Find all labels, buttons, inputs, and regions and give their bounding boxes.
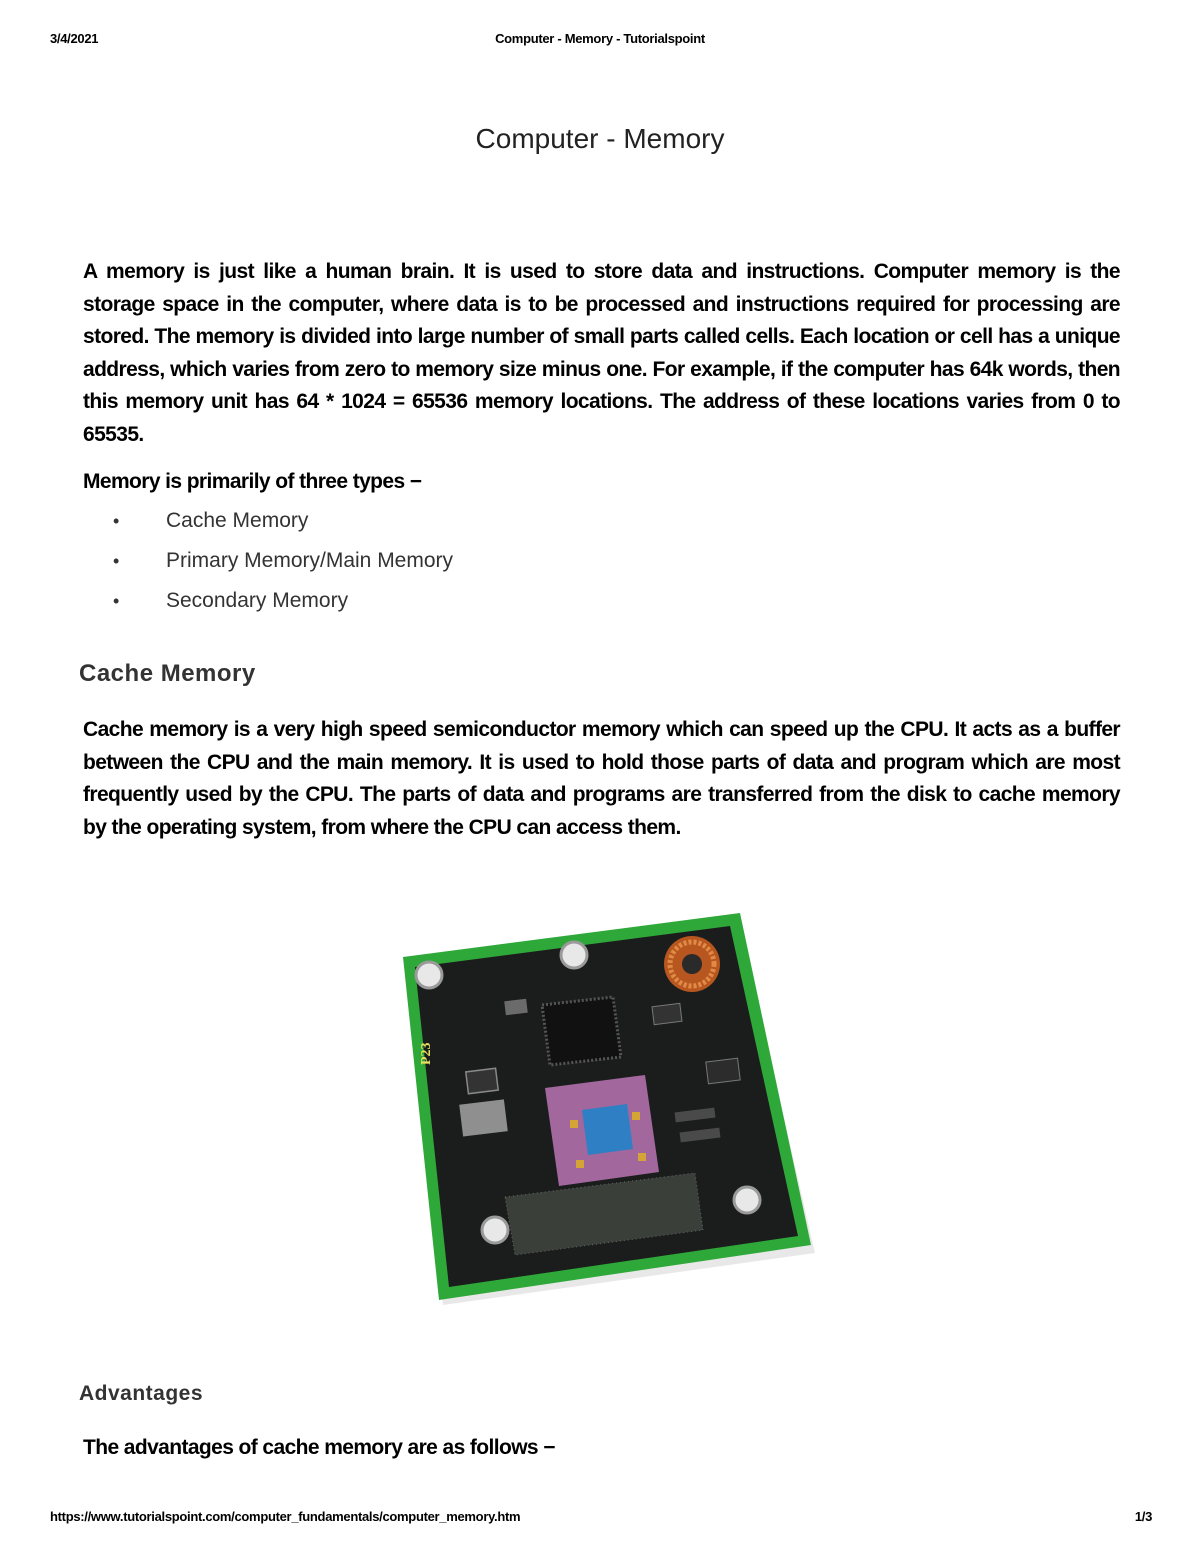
cpu-die <box>582 1104 633 1155</box>
footer-url[interactable]: https://www.tutorialspoint.com/computer_fundamentals/computer_memory.htm <box>50 1509 521 1524</box>
header-title: Computer - Memory - Tutorialspoint <box>495 31 705 46</box>
list-item-label: Primary Memory/Main Memory <box>166 549 454 572</box>
list-item-label: Secondary Memory <box>166 589 349 612</box>
intro-paragraph: A memory is just like a human brain. It is used to store data and instructions. Computer memory is the storage space in the computer, where data is to be processed and instructions required for processing are stored. The memory is divided into large number of small parts called cells. Each location or cell has a unique address, which varies from zero to memory size minus one. For example, if the computer has 64k words, then this memory unit has 64 * 1024 = 65536 memory locations. The address of these locations varies from 0 to 65535. <box>83 260 1120 446</box>
board-label: P23 <box>419 1042 434 1065</box>
circuit-board-image <box>395 905 820 1310</box>
header-date: 3/4/2021 <box>50 31 99 46</box>
footer-page-number: 1/3 <box>1134 1509 1152 1524</box>
list-item-label: Cache Memory <box>166 509 309 532</box>
bullet-icon: • <box>113 591 120 611</box>
types-intro: Memory is primarily of three types − <box>83 470 422 493</box>
cache-memory-paragraph: Cache memory is a very high speed semiconductor memory which can speed up the CPU. It acts as a buffer between the CPU and the main memory. It is used to hold those parts of data and program which are most frequently used by the CPU. The parts of data and programs are transferred from the disk to cache memory by the operating system, from where the CPU can access them. <box>83 718 1120 839</box>
page-title: Computer - Memory <box>475 123 725 154</box>
advantages-heading: Advantages <box>79 1382 204 1405</box>
bullet-icon: • <box>113 551 120 571</box>
advantages-intro: The advantages of cache memory are as follows − <box>83 1436 555 1459</box>
bullet-icon: • <box>113 511 120 531</box>
cache-memory-heading: Cache Memory <box>79 660 256 687</box>
